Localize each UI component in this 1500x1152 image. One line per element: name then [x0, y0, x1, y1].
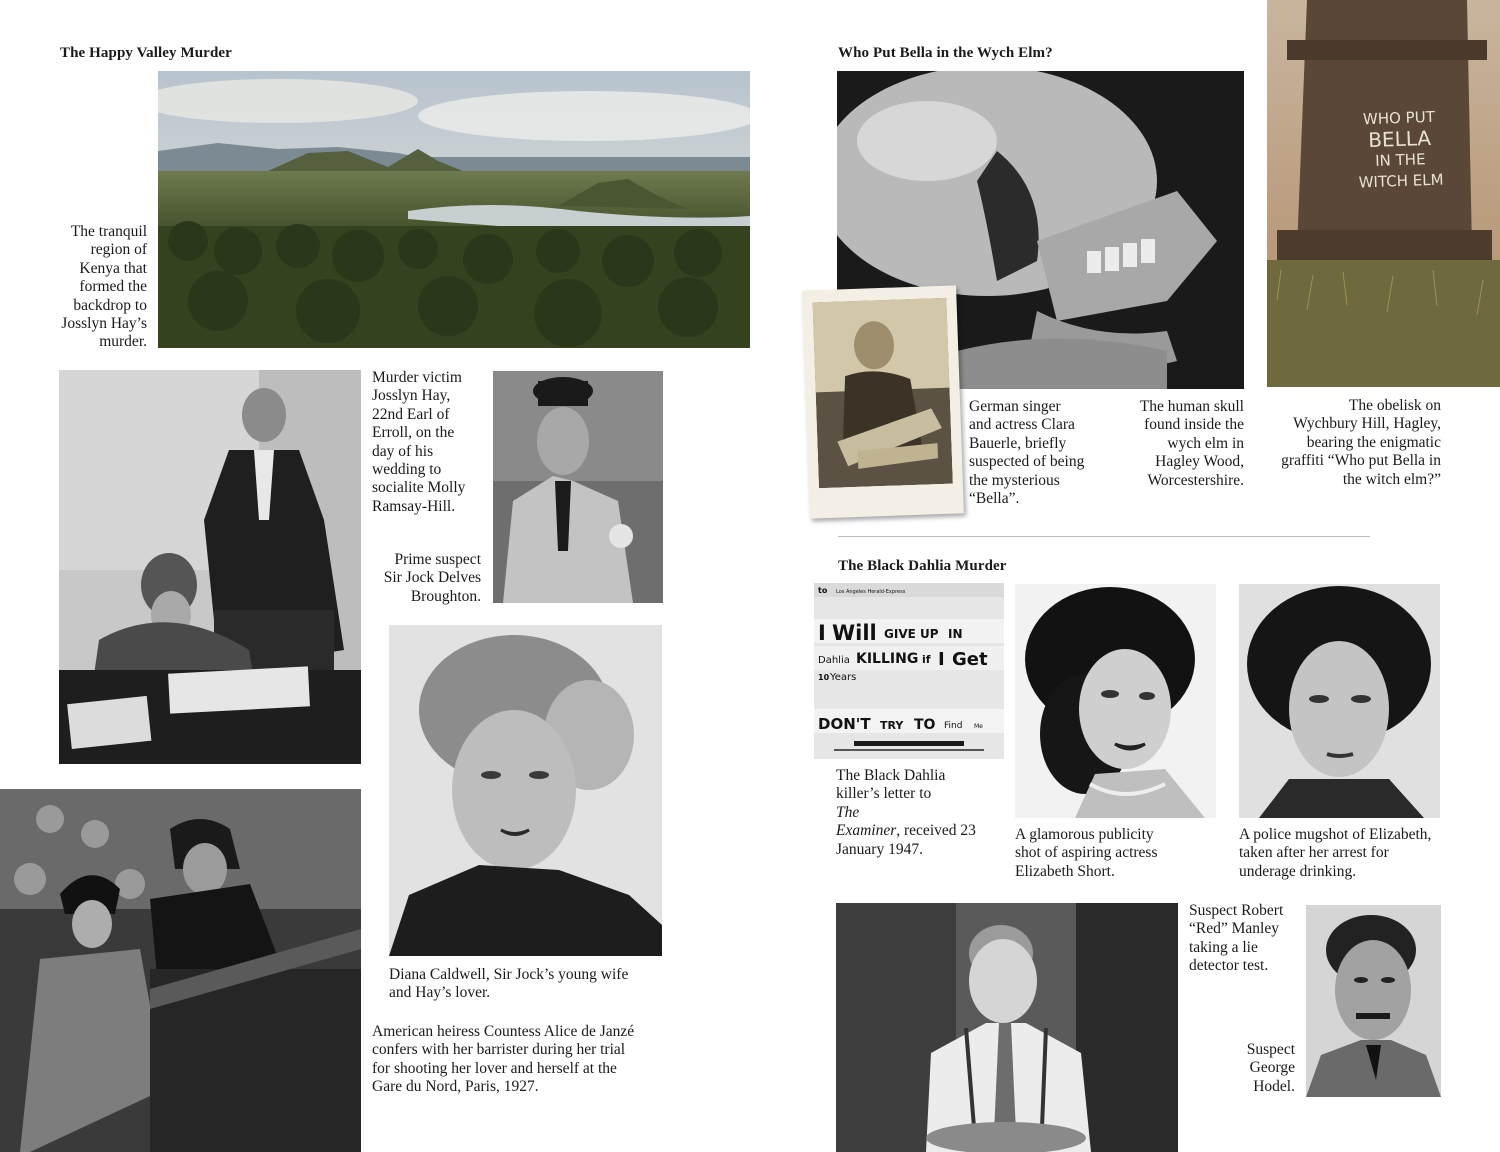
caption-publicity: A glamorous publicity shot of aspiring actress Elizabeth Short. [1015, 826, 1158, 880]
letter-word-try: TRY [880, 719, 904, 732]
courtroom-photo [0, 789, 361, 1152]
caption-letter: The Black Dahlia killer’s letter to The Examiner, received 23 January 1947. [836, 767, 976, 858]
letter-word-if: if [922, 653, 931, 666]
obelisk-photo [1267, 0, 1500, 387]
heading-happy-valley: The Happy Valley Murder [60, 45, 232, 61]
letter-word-i2: I [938, 649, 945, 670]
caption-hodel: Suspect George Hodel. [1246, 1041, 1295, 1095]
caption-manley: Suspect Robert “Red” Manley taking a lie detector test. [1189, 902, 1284, 975]
letter-word-will: Will [832, 621, 877, 645]
letter-word-dahlia: Dahlia [818, 655, 850, 666]
letter-word-to: TO [914, 717, 936, 733]
diana-caldwell-portrait [389, 625, 662, 956]
caption-diana: Diana Caldwell, Sir Jock’s young wife and Hay’s lover. [389, 966, 629, 1002]
heading-black-dahlia: The Black Dahlia Murder [838, 558, 1007, 574]
elizabeth-publicity-photo [1015, 584, 1216, 818]
george-hodel-photo [1306, 905, 1441, 1097]
caption-skull: The human skull found inside the wych elm in Hagley Wood, Worcestershire. [1139, 398, 1244, 489]
letter-word-me: Me [974, 723, 983, 730]
letter-word-killing: KILLING [856, 651, 919, 667]
kenya-landscape-photo [158, 71, 750, 348]
letter-word-dont: DON'T [818, 715, 871, 733]
caption-mugshot: A police mugshot of Elizabeth, taken after her arrest for underage drinking. [1239, 826, 1432, 880]
wedding-photo [59, 370, 361, 764]
clara-bauerle-photo [802, 285, 964, 518]
letter-word-in: IN [948, 627, 963, 641]
letter-masthead: Los Angeles Herald-Express [836, 589, 906, 595]
caption-alice: American heiress Countess Alice de Janzé confers with her barrister during her trial for shooting her lover and herself at the Gare du Nord, Paris, 1927. [372, 1023, 635, 1096]
elizabeth-mugshot-photo [1239, 584, 1440, 818]
caption-obelisk: The obelisk on Wychbury Hill, Hagley, bearing the enigmatic graffiti “Who put Bella in the witch elm?” [1281, 397, 1441, 488]
letter-word-get: Get [952, 649, 988, 670]
caption-prime-suspect: Prime suspect Sir Jock Delves Broughton. [383, 551, 481, 605]
caption-wedding: Murder victim Josslyn Hay, 22nd Earl of Erroll, on the day of his wedding to socialite Molly Ramsay-Hill. [372, 369, 466, 515]
manley-lie-detector-photo [836, 903, 1178, 1152]
letter-to: to [818, 586, 828, 595]
letter-word-find: Find [944, 721, 963, 731]
sir-jock-photo [493, 371, 663, 603]
letter-word-years: Years [830, 672, 857, 683]
section-divider [838, 536, 1370, 537]
caption-clara: German singer and actress Clara Bauerle, briefly suspected of being the mysterious “Bella”. [969, 398, 1085, 508]
graffiti-text: WHO PUT BELLA IN THE WITCH ELM [1358, 107, 1444, 192]
letter-word-giveup: GIVE UP [884, 627, 939, 641]
letter-word-i: I [818, 621, 826, 645]
caption-kenya: The tranquil region of Kenya that formed the backdrop to Josslyn Hay’s murder. [61, 223, 147, 351]
letter-number: 10 [818, 673, 830, 682]
dahlia-letter-photo [814, 583, 1004, 759]
heading-wych-elm: Who Put Bella in the Wych Elm? [838, 45, 1053, 61]
